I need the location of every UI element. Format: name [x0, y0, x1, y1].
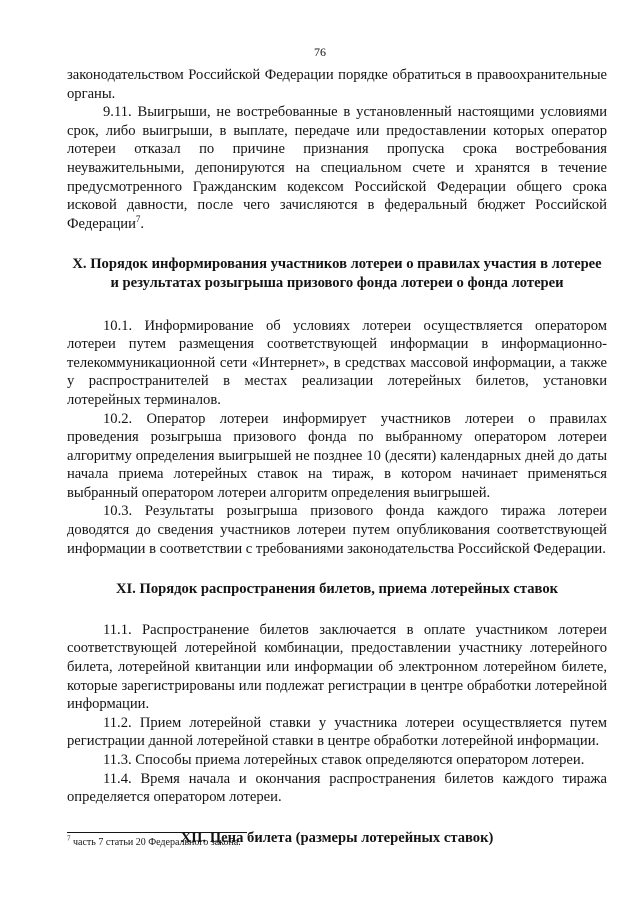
paragraph-11-4: 11.4. Время начала и окончания распространения билетов каждого тиража определяется оператором лотереи.: [67, 770, 607, 806]
footnote-divider: [67, 832, 247, 833]
section-heading-xii: XII. Цена билета (размеры лотерейных ставок): [180, 829, 494, 846]
footnote: [67, 836, 607, 849]
page-number: 76: [314, 45, 326, 59]
footnote-reference[interactable]: 7: [135, 213, 141, 224]
footnote-mark: 7: [67, 834, 71, 843]
paragraph-11-2: 11.2. Прием лотерейной ставки у участника лотереи осуществляется путем регистрации данной лотерейной ставки в центре обработки лотерейной информации.: [67, 714, 607, 750]
paragraph-11-1: 11.1. Распространение билетов заключается в оплате участником лотереи соответствующей лотерейной комбинации, предоставлении участнику лотерейного билета, лотерейной квитанции или информации об электронном лотерейном билете, которые зарегистрированы или подлежат регистрации в центре обработки лотерейной информации.: [67, 621, 607, 713]
paragraph-9-11: [67, 103, 607, 233]
paragraph-text: 9.11. Выигрыши, не востребованные в установленный настоящими условиями срок, либо выигрыши, в выплате, передаче или предоставлении которых оператор лотереи отказал по причине признания пропуска срока востребования неуважительными, депонируются на специальном счете и хранятся в течение предусмотренного Гражданским кодексом Российской Федерации общего срока исковой давности, после чего зачисляются в федеральный бюджет Российской Федерации: [67, 104, 607, 232]
paragraph-10-2: 10.2. Оператор лотереи информирует участников лотереи о правилах проведения розыгрыша призового фонда по выбранному оператором лотереи алгоритму определения выигрышей не позднее 10 (десяти) календарных дней до даты начала приема лотерейных ставок на тираж, в котором начинает применяться выбранный оператором лотереи алгоритм определения выигрышей.: [67, 410, 607, 501]
paragraph-10-3: 10.3. Результаты розыгрыша призового фонда каждого тиража лотереи доводятся до сведения участников лотереи путем опубликования соответствующей информации в соответствии с требованиями законодательства Российской Федерации.: [67, 503, 607, 557]
paragraph-continuation: законодательством Российской Федерации порядке обратиться в правоохранительные органы.: [67, 67, 607, 102]
paragraph-11-3: 11.3. Способы приема лотерейных ставок определяются оператором лотереи.: [103, 752, 585, 768]
footnote-text: часть 7 статьи 20 Федерального закона.: [73, 837, 241, 848]
section-heading-x: X. Порядок информирования участников лотереи о правилах участия в лотерее и результатах розыгрыша призового фонда лотереи о фонда лотереи: [72, 256, 602, 291]
section-heading-xi: XI. Порядок распространения билетов, приема лотерейных ставок: [115, 581, 559, 598]
paragraph-10-1: 10.1. Информирование об условиях лотереи осуществляется оператором лотереи путем размещения соответствующей информации в информационно-телекоммуникационной сети «Интернет», в средствах массовой информации, а также у распространителей в местах реализации лотерейных билетов, установки лотерейных терминалов.: [67, 317, 607, 408]
paragraph-end: .: [140, 215, 145, 232]
document-body: [67, 66, 607, 847]
